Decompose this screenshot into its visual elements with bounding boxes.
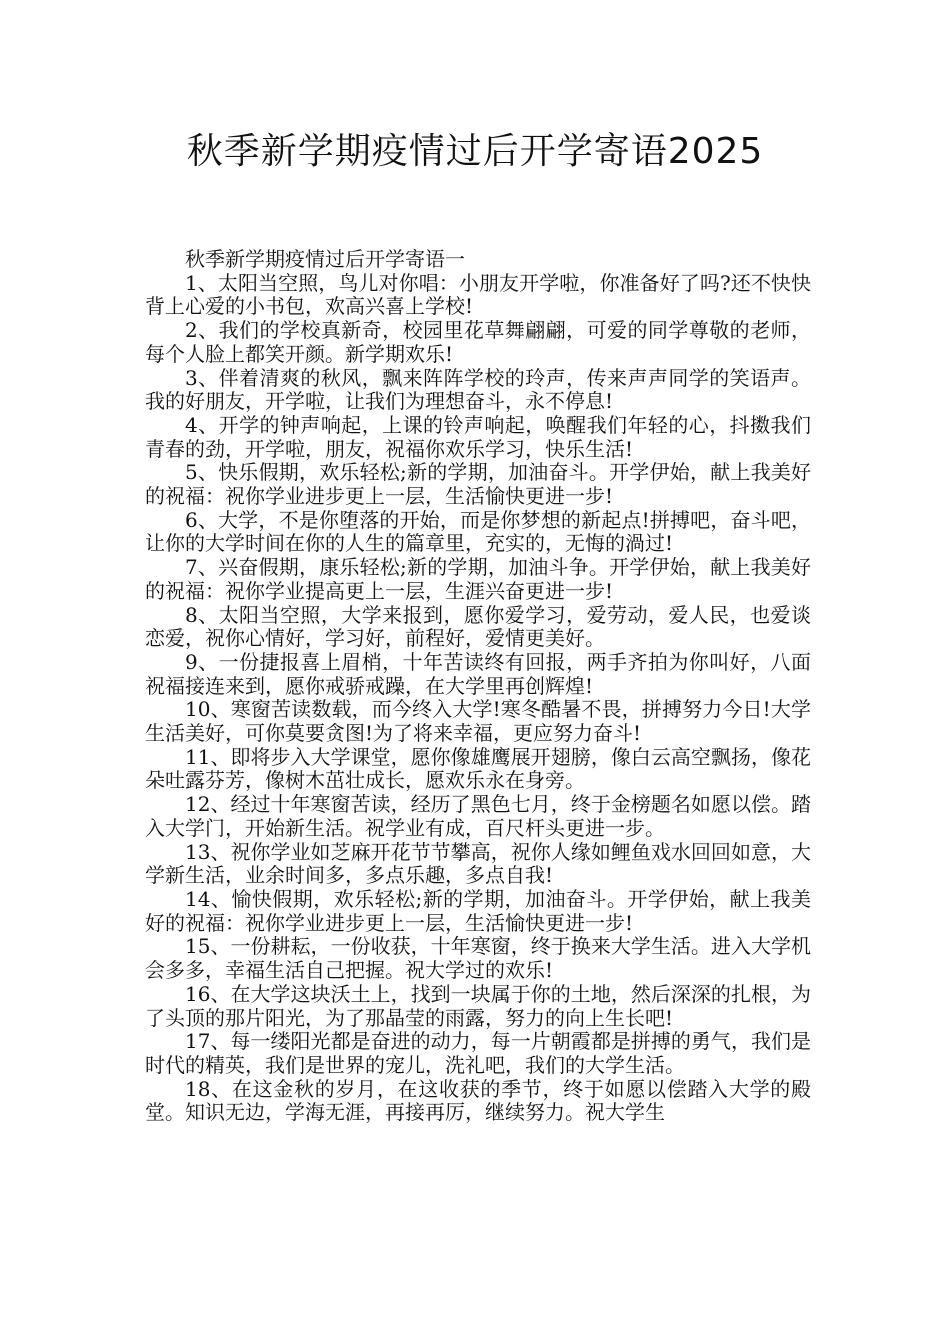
section-heading: 秋季新学期疫情过后开学寄语一	[185, 247, 465, 271]
paragraph: 4、开学的钟声响起，上课的铃声响起，唤醒我们年轻的心，抖擞我们青春的劲，开学啦，朋友，祝福你欢乐学习，快乐生活!	[145, 412, 811, 461]
paragraph: 5、快乐假期，欢乐轻松;新的学期，加油奋斗。开学伊始，献上我美好的祝福：祝你学业进步更上一层，生活愉快更进一步!	[145, 460, 811, 509]
paragraph: 13、祝你学业如芝麻开花节节攀高，祝你人缘如鲤鱼戏水回回如意，大学新生活，业余时间多，多点乐趣，多点自我!	[145, 839, 811, 888]
paragraph: 14、愉快假期，欢乐轻松;新的学期，加油奋斗。开学伊始，献上我美好的祝福：祝你学业进步更上一层，生活愉快更进一步!	[145, 886, 811, 935]
paragraph: 6、大学，不是你堕落的开始，而是你梦想的新起点!拼搏吧，奋斗吧，让你的大学时间在你的人生的篇章里，充实的，无悔的渦过!	[145, 507, 811, 556]
paragraph: 2、我们的学校真新奇，校园里花草舞翩翩，可爱的同学尊敬的老师，每个人脸上都笑开颜。新学期欢乐!	[145, 318, 811, 366]
paragraph: 8、太阳当空照，大学来报到，愿你爱学习，爱劳动，爱人民，也爱谈恋爱，祝你心情好，学习好，前程好，爱情更美好。	[145, 602, 811, 651]
paragraph: 10、寒窗苦读数载，而今终入大学!寒冬酷暑不畏，拼搏努力今日!大学生活美好，可你莫要贪图!为了将来幸福，更应努力奋斗!	[145, 697, 811, 746]
paragraph: 16、在大学这块沃土上，找到一块属于你的土地，然后深深的扎根，为了头顶的那片阳光，为了那晶莹的雨露，努力的向上生长吧!	[145, 981, 811, 1030]
paragraph: 11、即将步入大学课堂，愿你像雄鹰展开翅膀，像白云高空飘扬，像花朵吐露芬芳，像树木茁壮成长，愿欢乐永在身旁。	[145, 744, 811, 793]
paragraph: 17、每一缕阳光都是奋进的动力，每一片朝霞都是拼搏的勇气，我们是时代的精英，我们是世界的宠儿，洗礼吧，我们的大学生活。	[145, 1029, 811, 1077]
document-title: 秋季新学期疫情过后开学寄语2025	[186, 131, 764, 172]
paragraph: 7、兴奋假期，康乐轻松;新的学期，加油斗争。开学伊始，献上我美好的祝福：祝你学业提高更上一层，生涯兴奋更进一步!	[145, 555, 811, 603]
paragraph: 3、伴着清爽的秋风，飘来阵阵学校的玲声，传来声声同学的笑语声。我的好朋友，开学啦，让我们为理想奋斗，永不停息!	[145, 365, 811, 414]
paragraph: 12、经过十年寒窗苦读，经历了黑色七月，终于金榜题名如愿以偿。踏入大学门，开始新生活。祝学业有成，百尺杆头更进一步。	[145, 792, 811, 840]
paragraph: 1、太阳当空照，鸟儿对你唱：小朋友开学啦，你准备好了吗?还不快快背上心爱的小书包，欢高兴喜上学校!	[145, 270, 811, 319]
paragraph: 18、在这金秋的岁月，在这收获的季节，终于如愿以偿踏入大学的殿堂。知识无边，学海无涯，再接再厉，继续努力。祝大学生	[145, 1076, 811, 1125]
paragraph: 9、一份捷报喜上眉梢，十年苦读终有回报，两手齐拍为你叫好，八面祝福接连来到，愿你戒骄戒躁，在大学里再创辉煌!	[145, 649, 811, 698]
paragraph: 15、一份耕耘，一份收获，十年寒窗，终于换来大学生活。进入大学机会多多，幸福生活自己把握。祝大学过的欢乐!	[145, 934, 811, 983]
document-body	[145, 248, 811, 1125]
